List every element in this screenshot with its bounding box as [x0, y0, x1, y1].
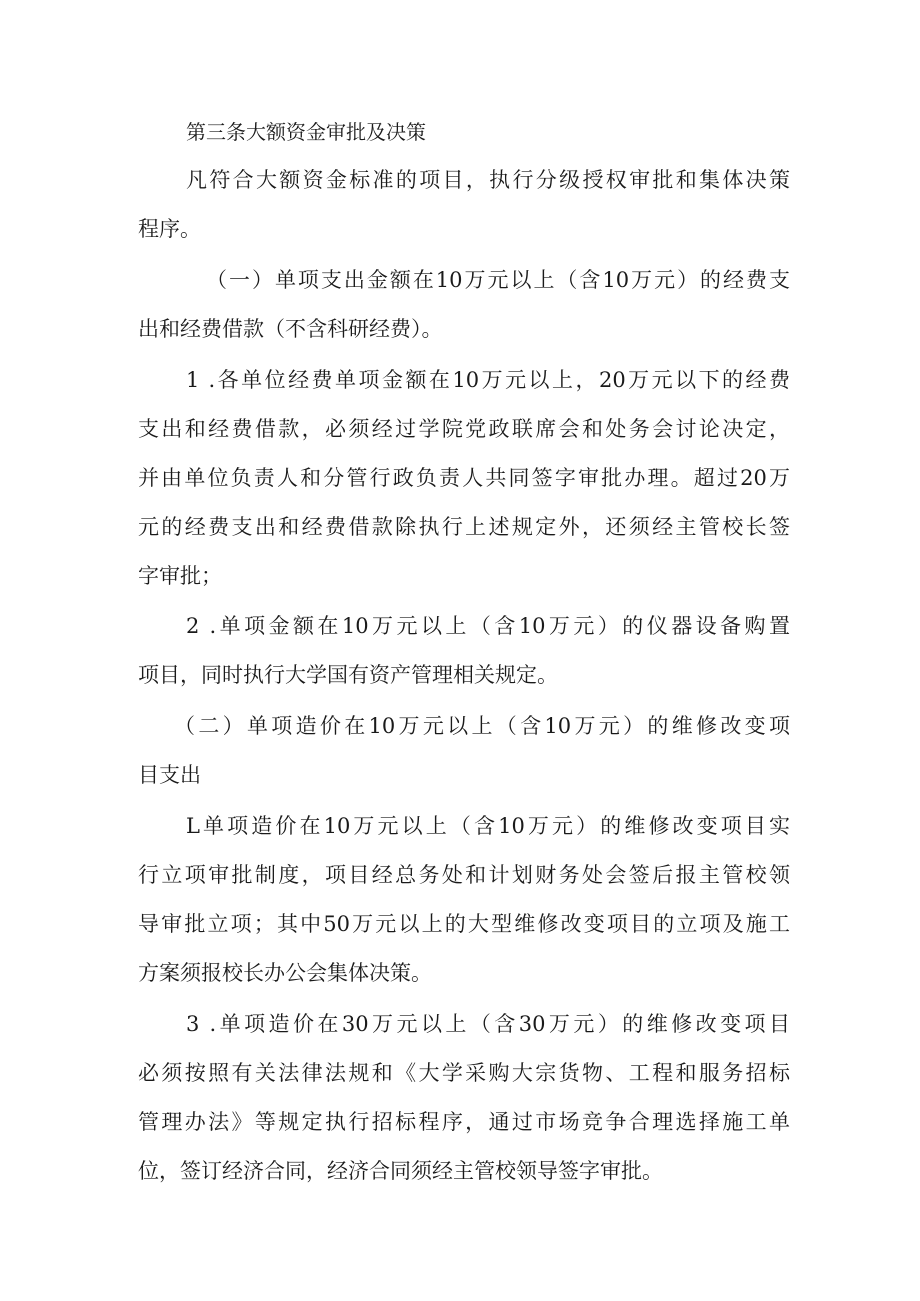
paragraph-line: 凡符合大额资金标准的项目，执行分级授权审批和集体决策 [186, 168, 790, 192]
paragraph-line: 3 .单项造价在30万元以上（含30万元）的维修改变项目 [186, 1012, 790, 1036]
paragraph-line: 项目，同时执行大学国有资产管理相关规定。 [138, 663, 558, 687]
paragraph-line: （一）单项支出金额在10万元以上（含10万元）的经费支 [206, 268, 790, 292]
paragraph-line: 并由单位负责人和分管行政负责人共同签字审批办理。超过20万 [138, 466, 790, 490]
paragraph-line: 方案须报校长办公会集体决策。 [138, 961, 432, 985]
paragraph-line: 导审批立项；其中50万元以上的大型维修改变项目的立项及施工 [138, 912, 790, 936]
paragraph-line: 元的经费支出和经费借款除执行上述规定外，还须经主管校长签 [138, 515, 790, 539]
paragraph-line: 字审批； [138, 564, 222, 588]
paragraph-line: 管理办法》等规定执行招标程序，通过市场竞争合理选择施工单 [138, 1110, 790, 1134]
paragraph-line: （二）单项造价在10万元以上（含10万元）的维修改变项 [174, 714, 790, 738]
paragraph-line: 出和经费借款（不含科研经费）。 [138, 317, 443, 341]
paragraph-line: 2 .单项金额在10万元以上（含10万元）的仪器设备购置 [186, 614, 790, 638]
paragraph-line: 支出和经费借款，必须经过学院党政联席会和处务会讨论决定， [138, 417, 790, 441]
paragraph-line: L单项造价在10万元以上（含10万元）的维修改变项目实 [186, 814, 790, 838]
paragraph-line: 行立项审批制度，项目经总务处和计划财务处会签后报主管校领 [138, 863, 790, 887]
paragraph-line: 目支出 [138, 763, 201, 787]
paragraph-line: 必须按照有关法律法规和《大学采购大宗货物、工程和服务招标 [138, 1061, 790, 1085]
article-heading: 第三条大额资金审批及决策 [186, 120, 426, 144]
paragraph-line: 位，签订经济合同，经济合同须经主管校领导签字审批。 [138, 1159, 663, 1183]
paragraph-line: 程序。 [138, 217, 201, 241]
paragraph-line: 1 .各单位经费单项金额在10万元以上，20万元以下的经费 [186, 368, 790, 392]
